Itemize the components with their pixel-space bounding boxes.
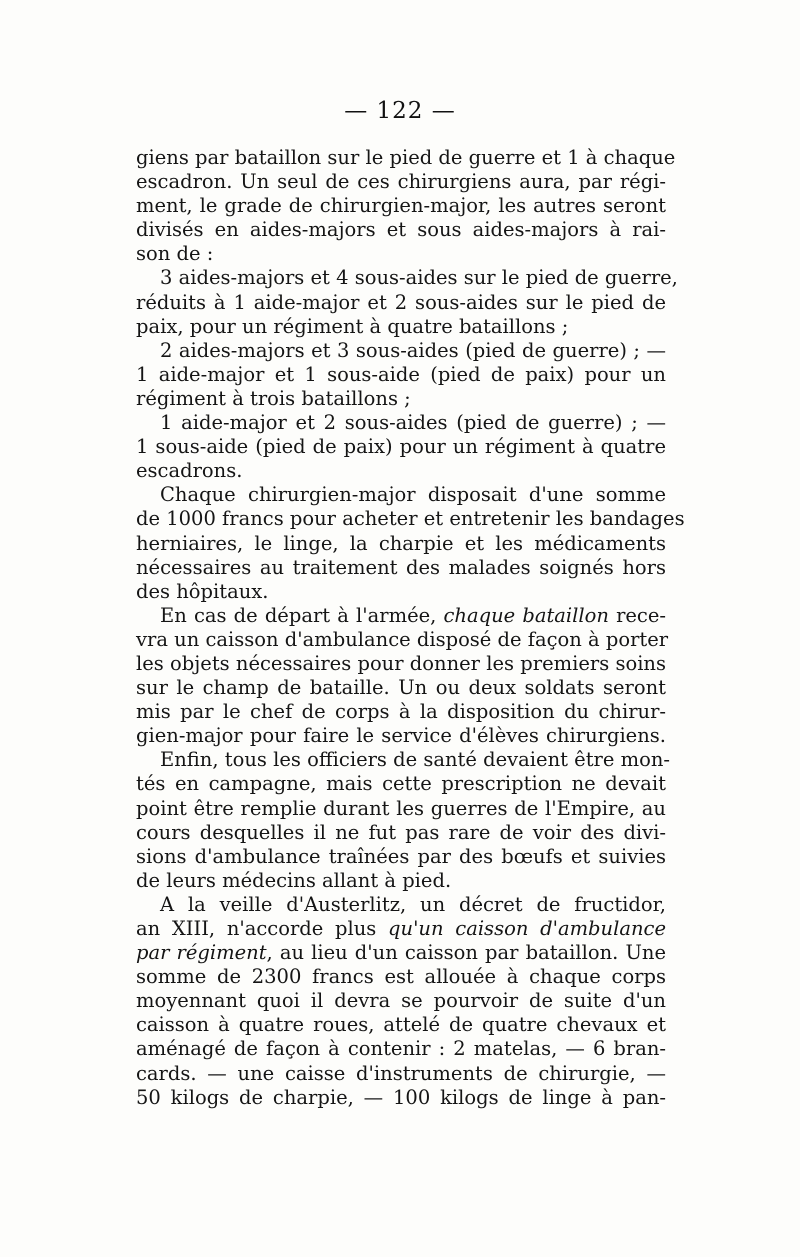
text-line: sions d'ambulance traînées par des bœufs et suivies xyxy=(136,844,666,868)
text-line: vra un caisson d'ambulance disposé de façon à porter xyxy=(136,627,669,651)
text-line: de leurs médecins allant à pied. xyxy=(136,868,452,892)
text-line: Chaque chirurgien-major disposait d'une somme xyxy=(160,483,666,507)
text-line: paix, pour un régiment à quatre bataillons ; xyxy=(136,314,569,338)
text-line: somme de 2300 francs est allouée à chaque corps xyxy=(136,965,666,989)
text-line: caisson à quatre roues, attelé de quatre chevaux et xyxy=(136,1013,666,1037)
text-line: cards. — une caisse d'instruments de chirurgie, — xyxy=(136,1061,666,1085)
text-line: escadron. Un seul de ces chirurgiens aura, par régi- xyxy=(136,170,666,194)
text-line: 1 aide-major et 1 sous-aide (pied de paix) pour un xyxy=(136,362,666,386)
body-text xyxy=(136,146,685,1110)
text-line xyxy=(136,917,666,941)
text-line: moyennant quoi il devra se pourvoir de suite d'un xyxy=(136,989,666,1013)
text-line xyxy=(136,941,666,965)
text-line: 1 aide-major et 2 sous-aides (pied de guerre) ; — xyxy=(160,411,666,435)
text-line: aménagé de façon à contenir : 2 matelas, — 6 bran- xyxy=(136,1037,666,1061)
text-line: réduits à 1 aide-major et 2 sous-aides sur le pied de xyxy=(136,290,666,314)
text-line: ment, le grade de chirurgien-major, les autres seront xyxy=(136,194,666,218)
text-line: point être remplie durant les guerres de l'Empire, au xyxy=(136,796,666,820)
text-run: En cas de départ à l'armée, xyxy=(160,603,444,627)
text-line: sur le champ de bataille. Un ou deux soldats seront xyxy=(136,676,666,700)
text-run: rece- xyxy=(608,603,666,627)
text-line: mis par le chef de corps à la disposition du chirur- xyxy=(136,700,666,724)
text-line: 1 sous-aide (pied de paix) pour un régiment à quatre xyxy=(136,435,666,459)
text-line: gien-major pour faire le service d'élèves chirurgiens. xyxy=(136,724,666,748)
text-line: régiment à trois bataillons ; xyxy=(136,386,411,410)
text-line: des hôpitaux. xyxy=(136,579,269,603)
text-line: herniaires, le linge, la charpie et les médicaments xyxy=(136,531,666,555)
italic-run: qu'un caisson d'ambulance xyxy=(388,917,666,940)
text-run: , au lieu d'un caisson par bataillon. Une xyxy=(266,941,666,965)
page-number: — 122 — xyxy=(344,98,456,124)
text-line: divisés en aides-majors et sous aides-majors à rai- xyxy=(136,218,666,242)
text-line: escadrons. xyxy=(136,459,243,483)
italic-run: par régiment xyxy=(136,941,267,965)
text-line: nécessaires au traitement des malades soignés hors xyxy=(136,555,666,579)
text-line: Enfin, tous les officiers de santé devaient être mon- xyxy=(160,748,670,772)
italic-run: chaque bataillon xyxy=(443,603,609,627)
text-line: tés en campagne, mais cette prescription ne devait xyxy=(136,772,666,796)
text-line: de 1000 francs pour acheter et entretenir les bandages xyxy=(136,507,685,531)
text-line: 50 kilogs de charpie, — 100 kilogs de linge à pan- xyxy=(136,1085,666,1109)
text-run: an XIII, n'accorde plus xyxy=(136,917,389,940)
text-line: cours desquelles il ne fut pas rare de voir des divi- xyxy=(136,820,666,844)
text-line: les objets nécessaires pour donner les premiers soins xyxy=(136,651,666,675)
text-line: 2 aides-majors et 3 sous-aides (pied de guerre) ; — xyxy=(160,338,666,362)
text-line: son de : xyxy=(136,242,214,266)
text-line xyxy=(136,604,666,628)
text-line: giens par bataillon sur le pied de guerre et 1 à chaque xyxy=(136,146,676,169)
text-line: 3 aides-majors et 4 sous-aides sur le pied de guerre, xyxy=(160,266,678,290)
text-line: A la veille d'Austerlitz, un décret de fructidor, xyxy=(160,892,666,916)
